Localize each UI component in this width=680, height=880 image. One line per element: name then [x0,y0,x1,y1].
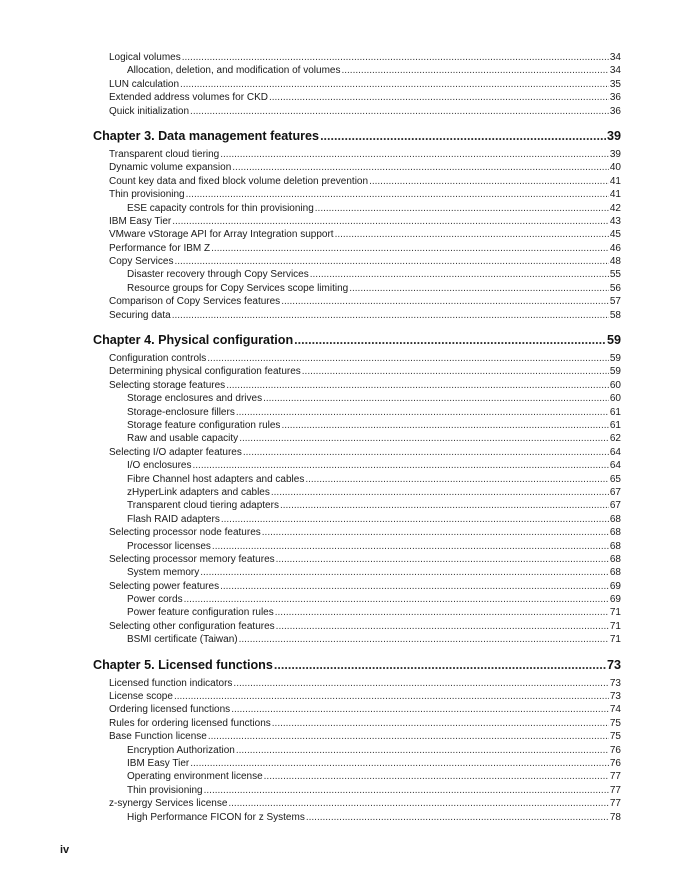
toc-entry-title: Chapter 4. Physical configuration [93,333,294,348]
toc-entry-page-number: 64 [609,446,621,458]
toc-entry-title: LUN calculation [109,78,180,90]
toc-entry-page-number: 42 [609,202,621,214]
toc-entry-title: Extended address volumes for CKD [109,92,268,104]
toc-entry-title: Allocation, deletion, and modification of volumes [127,65,341,77]
dot-leader [192,459,608,472]
toc-entry-page-number: 56 [609,282,621,294]
dot-leader [231,703,609,716]
toc-entry-page-number: 36 [609,92,621,104]
toc-entry-page-number: 67 [609,486,621,498]
toc-chapter-entry[interactable] [93,655,621,675]
dot-leader [204,784,609,797]
toc-entry-page-number: 60 [609,393,621,405]
dot-leader [226,379,609,392]
toc-entry-page-number: 71 [609,607,621,619]
toc-section-entry[interactable] [93,51,621,64]
toc-entry-page-number: 69 [609,594,621,606]
toc-section-entry[interactable] [93,797,621,810]
toc-subsection-entry[interactable] [93,757,621,770]
dot-leader [208,730,609,743]
dot-leader [221,513,609,526]
toc-section-entry[interactable] [93,677,621,690]
dot-leader [280,499,609,512]
toc-entry-title: Thin provisioning [109,189,185,201]
toc-section-entry[interactable] [93,148,621,161]
toc-entry-page-number: 41 [609,189,621,201]
toc-entry-page-number: 65 [609,473,621,485]
toc-entry-page-number: 45 [609,229,621,241]
toc-entry-page-number: 73 [609,677,621,689]
toc-subsection-entry[interactable] [93,459,621,472]
toc-subsection-entry[interactable] [93,811,621,824]
toc-section-entry[interactable] [93,91,621,104]
dot-leader [262,526,609,539]
toc-subsection-entry[interactable] [93,392,621,405]
toc-subsection-entry[interactable] [93,282,621,295]
dot-leader [232,161,609,174]
toc-entry-page-number: 55 [609,269,621,281]
dot-leader [228,797,609,810]
toc-entry-title: Quick initialization [109,105,190,117]
dot-leader [294,330,606,350]
toc-entry-title: Rules for ordering licensed functions [109,717,271,729]
toc-entry-title: Selecting power features [109,580,220,592]
toc-entry-page-number: 40 [609,162,621,174]
toc-section-entry[interactable] [93,295,621,308]
toc-entry-page-number: 74 [609,704,621,716]
dot-leader [220,148,609,161]
toc-entry-title: Transparent cloud tiering [109,148,220,160]
toc-subsection-entry[interactable] [93,633,621,646]
toc-entry-page-number: 76 [609,757,621,769]
toc-subsection-entry[interactable] [93,268,621,281]
dot-leader [315,202,609,215]
page-number: iv [60,844,70,856]
toc-entry-page-number: 39 [609,148,621,160]
toc-entry-title: Dynamic volume expansion [109,162,232,174]
toc-entry-title: Power cords [127,594,183,606]
toc-entry-page-number: 77 [609,771,621,783]
dot-leader [341,64,608,77]
toc-entry-title: I/O enclosures [127,460,192,472]
toc-entry-page-number: 62 [609,433,621,445]
dot-leader [281,419,608,432]
dot-leader [269,91,609,104]
toc-entry-title: BSMI certificate (Taiwan) [127,634,238,646]
toc-subsection-entry[interactable] [93,432,621,445]
toc-entry-title: Storage enclosures and drives [127,393,263,405]
toc-entry-title: zHyperLink adapters and cables [127,486,270,498]
toc-entry-page-number: 46 [609,242,621,254]
toc-section-entry[interactable] [93,553,621,566]
toc-entry-page-number: 59 [609,353,621,365]
toc-entry-page-number: 71 [609,620,621,632]
toc-subsection-entry[interactable] [93,593,621,606]
dot-leader [174,690,609,703]
toc-entry-page-number: 43 [609,215,621,227]
toc-section-entry[interactable] [93,309,621,322]
toc-entry-title: Chapter 3. Data management features [93,128,320,143]
toc-entry-title: VMware vStorage API for Array Integration support [109,229,334,241]
toc-entry-title: Encryption Authorization [127,744,235,756]
toc-entry-page-number: 35 [609,78,621,90]
toc-entry-title: Storage feature configuration rules [127,419,281,431]
toc-entry-page-number: 64 [609,460,621,472]
toc-chapter-entry[interactable] [93,330,621,350]
toc-entry-title: License scope [109,691,173,703]
toc-section-entry[interactable] [93,620,621,633]
toc-section-entry[interactable] [93,175,621,188]
toc-section-entry[interactable] [93,703,621,716]
toc-entry-title: Resource groups for Copy Services scope limiting [127,282,349,294]
dot-leader [263,392,609,405]
toc-entry-page-number: 68 [609,567,621,579]
toc-entry-title: Count key data and fixed block volume deletion prevention [109,175,369,187]
toc-entry-title: High Performance FICON for z Systems [127,811,305,823]
toc-chapter-entry[interactable] [93,126,621,146]
toc-section-entry[interactable] [93,379,621,392]
toc-entry-title: Storage-enclosure fillers [127,406,235,418]
toc-entry-page-number: 61 [609,419,621,431]
toc-entry-title: Performance for IBM Z [109,242,211,254]
toc-section-entry[interactable] [93,526,621,539]
dot-leader [190,105,609,118]
toc-entry-title: Configuration controls [109,353,207,365]
toc-entry-page-number: 75 [609,717,621,729]
toc-section-entry[interactable] [93,105,621,118]
toc-entry-title: Selecting processor node features [109,527,261,539]
toc-subsection-entry[interactable] [93,473,621,486]
dot-leader [220,580,609,593]
toc-subsection-entry[interactable] [93,540,621,553]
toc-subsection-entry[interactable] [93,566,621,579]
toc-entry-title: Processor licenses [127,540,211,552]
toc-entry-title: Raw and usable capacity [127,433,239,445]
toc-entry-page-number: 77 [609,798,621,810]
toc-entry-title: IBM Easy Tier [109,215,172,227]
toc-entry-page-number: 39 [606,128,621,143]
dot-leader [200,566,609,579]
dot-leader [264,770,609,783]
dot-leader [174,255,608,268]
dot-leader [320,126,606,146]
toc-entry-page-number: 68 [609,527,621,539]
toc-entry-page-number: 36 [609,105,621,117]
toc-entry-page-number: 68 [609,540,621,552]
dot-leader [186,188,609,201]
toc-subsection-entry[interactable] [93,513,621,526]
toc-entry-page-number: 68 [609,513,621,525]
dot-leader [184,593,609,606]
toc-section-entry[interactable] [93,161,621,174]
toc-section-entry[interactable] [93,365,621,378]
toc-subsection-entry[interactable] [93,202,621,215]
toc-entry-page-number: 58 [609,309,621,321]
dot-leader [236,406,609,419]
dot-leader [349,282,609,295]
toc-section-entry[interactable] [93,255,621,268]
toc-section-entry[interactable] [93,188,621,201]
dot-leader [243,446,609,459]
toc-entry-page-number: 67 [609,500,621,512]
toc-subsection-entry[interactable] [93,419,621,432]
dot-leader [239,432,609,445]
toc-entry-title: Transparent cloud tiering adapters [127,500,279,512]
dot-leader [275,606,609,619]
toc-section-entry[interactable] [93,580,621,593]
toc-entry-title: Thin provisioning [127,784,203,796]
toc-entry-title: Licensed function indicators [109,677,233,689]
toc-entry-page-number: 41 [609,175,621,187]
toc-section-entry[interactable] [93,215,621,228]
dot-leader [276,553,609,566]
toc-entry-title: Chapter 5. Licensed functions [93,657,273,672]
toc-entry-title: Selecting processor memory features [109,553,275,565]
dot-leader [236,744,609,757]
dot-leader [180,78,609,91]
toc-subsection-entry[interactable] [93,64,621,77]
toc-subsection-entry[interactable] [93,770,621,783]
toc-subsection-entry[interactable] [93,606,621,619]
toc-entry-title: IBM Easy Tier [127,757,190,769]
toc-entry-page-number: 34 [609,65,621,77]
toc-entry-title: Operating environment license [127,771,263,783]
toc-entry-page-number: 68 [609,553,621,565]
toc-section-entry[interactable] [93,228,621,241]
toc-subsection-entry[interactable] [93,744,621,757]
toc-entry-page-number: 71 [609,634,621,646]
toc-entry-title: Securing data [109,309,171,321]
toc-entry-page-number: 61 [609,406,621,418]
dot-leader [190,757,609,770]
toc-entry-title: Disaster recovery through Copy Services [127,269,309,281]
toc-subsection-entry[interactable] [93,406,621,419]
toc-entry-title: Base Function license [109,731,207,743]
table-of-contents [93,51,621,824]
toc-entry-page-number: 75 [609,731,621,743]
toc-section-entry[interactable] [93,352,621,365]
toc-entry-title: Power feature configuration rules [127,607,274,619]
dot-leader [369,175,609,188]
dot-leader [302,365,609,378]
toc-section-entry[interactable] [93,690,621,703]
toc-entry-title: z-synergy Services license [109,798,228,810]
dot-leader [172,215,609,228]
dot-leader [172,309,609,322]
toc-entry-title: Ordering licensed functions [109,704,231,716]
toc-subsection-entry[interactable] [93,486,621,499]
toc-entry-title: ESE capacity controls for thin provisioning [127,202,314,214]
dot-leader [306,811,609,824]
toc-entry-title: Flash RAID adapters [127,513,220,525]
dot-leader [233,677,608,690]
toc-entry-page-number: 48 [609,256,621,268]
toc-entry-page-number: 57 [609,296,621,308]
dot-leader [276,620,609,633]
dot-leader [239,633,609,646]
toc-entry-page-number: 59 [609,366,621,378]
toc-entry-page-number: 69 [609,580,621,592]
toc-entry-title: Determining physical configuration features [109,366,301,378]
dot-leader [182,51,609,64]
toc-section-entry[interactable] [93,242,621,255]
toc-subsection-entry[interactable] [93,499,621,512]
dot-leader [211,242,609,255]
toc-section-entry[interactable] [93,717,621,730]
dot-leader [207,352,609,365]
toc-subsection-entry[interactable] [93,784,621,797]
toc-entry-page-number: 73 [609,691,621,703]
toc-entry-title: Selecting I/O adapter features [109,446,242,458]
toc-entry-title: Selecting other configuration features [109,620,275,632]
toc-entry-page-number: 73 [606,657,621,672]
dot-leader [281,295,609,308]
dot-leader [335,228,609,241]
toc-entry-page-number: 77 [609,784,621,796]
toc-section-entry[interactable] [93,78,621,91]
toc-entry-title: Copy Services [109,256,174,268]
toc-entry-title: Fibre Channel host adapters and cables [127,473,305,485]
dot-leader [271,486,609,499]
dot-leader [274,655,606,675]
toc-entry-title: System memory [127,567,200,579]
toc-section-entry[interactable] [93,446,621,459]
toc-section-entry[interactable] [93,730,621,743]
toc-entry-page-number: 34 [609,52,621,63]
toc-entry-page-number: 60 [609,379,621,391]
dot-leader [310,268,609,281]
toc-entry-page-number: 78 [609,811,621,823]
toc-entry-title: Selecting storage features [109,379,226,391]
toc-entry-title: Comparison of Copy Services features [109,296,281,308]
dot-leader [272,717,609,730]
toc-entry-page-number: 76 [609,744,621,756]
toc-entry-page-number: 59 [606,333,621,348]
dot-leader [305,473,609,486]
dot-leader [212,540,609,553]
toc-entry-title: Logical volumes [109,52,181,63]
